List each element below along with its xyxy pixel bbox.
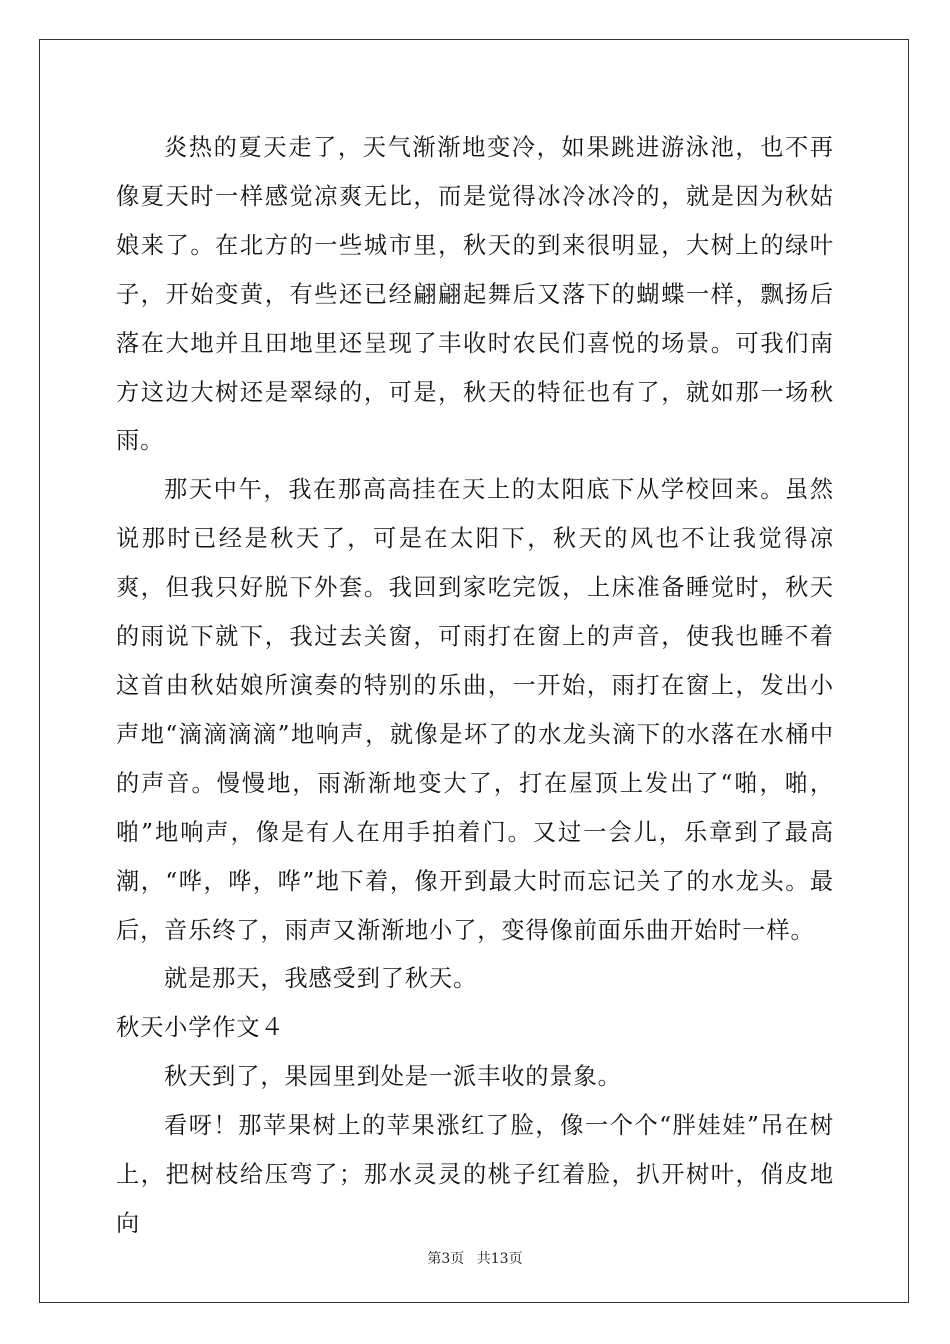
paragraph-1: 炎热的夏天走了，天气渐渐地变冷，如果跳进游泳池，也不再像夏天时一样感觉凉爽无比，而是觉得冰冷冰冷的，就是因为秋姑娘来了。在北方的一些城市里，秋天的到来很明显，大树上的绿叶子，开始变黄，有些还已经翩翩起舞后又落下的蝴蝶一样，飘扬后落在大地并且田地里还呈现了丰收时农民们喜悦的场景。可我们南方这边大树还是翠绿的，可是，秋天的特征也有了，就如那一场秋雨。 <box>116 134 834 455</box>
page-footer <box>0 1248 950 1268</box>
paragraph-5: 看呀！那苹果树上的苹果涨红了脸，像一个个“胖娃娃”吊在树上，把树枝给压弯了；那水灵灵的桃子红着脸，扒开树叶，俏皮地向 <box>116 1112 834 1237</box>
document-body <box>116 124 834 1249</box>
paragraph-3: 就是那天，我感受到了秋天。 <box>164 965 478 993</box>
section-heading: 秋天小学作文４ <box>116 1014 285 1042</box>
paragraph-2: 那天中午，我在那高高挂在天上的太阳底下从学校回来。虽然说那时已经是秋天了，可是在太阳下，秋天的风也不让我觉得凉爽，但我只好脱下外套。我回到家吃完饭，上床准备睡觉时，秋天的雨说下就下，我过去关窗，可雨打在窗上的声音，使我也睡不着这首由秋姑娘所演奏的特别的乐曲，一开始，雨打在窗上，发出小声地“滴滴滴滴”地响声，就像是坏了的水龙头滴下的水落在水桶中的声音。慢慢地，雨渐渐地变大了，打在屋顶上发出了“啪，啪，啪”地响声，像是有人在用手拍着门。又过一会儿，乐章到了最高潮，“哗，哗，哗”地下着，像开到最大时而忘记关了的水龙头。最后，音乐终了，雨声又渐渐地小了，变得像前面乐曲开始时一样。 <box>116 476 834 944</box>
paragraph-4: 秋天到了，果园里到处是一派丰收的景象。 <box>164 1063 622 1091</box>
page-number-total: 共13页 <box>476 1251 523 1267</box>
page-number-current: 第3页 <box>427 1251 465 1267</box>
